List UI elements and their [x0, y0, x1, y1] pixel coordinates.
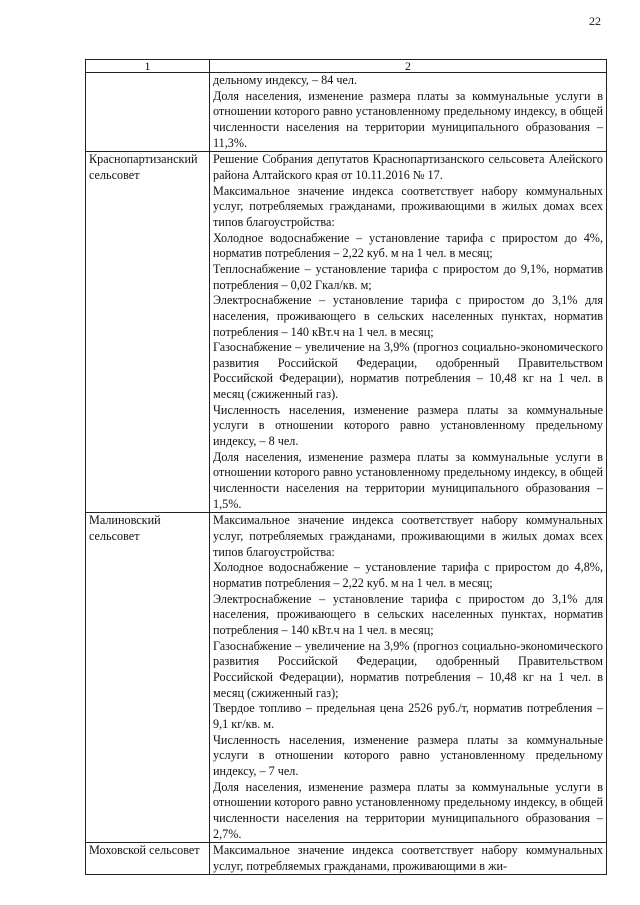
tariff-table	[85, 59, 607, 875]
description-paragraph: Холодное водоснабжение – установление тарифа с приростом до 4,8%, норматив потребления – 2,22 куб. м на 1 чел. в месяц;	[213, 560, 603, 590]
description-paragraph: дельному индексу, – 84 чел.	[213, 73, 358, 87]
table-header-row	[86, 60, 607, 73]
table-body	[86, 73, 607, 875]
municipality-name	[86, 73, 210, 152]
description-paragraph: Доля населения, изменение размера платы за коммунальные услуги в отношении которого равно установленному предельному индексу, в общей численности населения на территории муниципального образования – 2,7%.	[213, 779, 603, 841]
row-description	[210, 513, 607, 843]
description-paragraph: Электроснабжение – установление тарифа с приростом до 3,1% для населения, проживающего в сельских населенных пунктах, норматив потребления – 140 кВт.ч на 1 чел. в месяц;	[213, 591, 603, 637]
description-paragraph: Максимальное значение индекса соответствует набору коммунальных услуг, потребляемых гражданами, проживающими в жилых домах всех типов благоустройства:	[213, 513, 603, 559]
description-paragraph: Твердое топливо – предельная цена 2526 руб./т, норматив потребления – 9,1 кг/кв. м.	[213, 701, 603, 731]
description-paragraph: Теплоснабжение – установление тарифа с приростом до 9,1%, норматив потребления – 0,02 Гкал/кв. м;	[213, 261, 603, 292]
municipality-name: Малиновский сельсовет	[86, 513, 210, 843]
table-row	[86, 513, 607, 843]
description-paragraph: Решение Собрания депутатов Краснопартизанского сельсовета Алейского района Алтайского края от 10.11.2016 № 17.	[213, 152, 603, 182]
description-paragraph: Доля населения, изменение размера платы за коммунальные услуги в отношении которого равно установленному предельному индексу, в общей численности населения на территории муниципального образования – 11,3%.	[213, 88, 603, 150]
description-paragraph: Максимальное значение индекса соответствует набору коммунальных услуг, потребляемых гражданами, проживающими в жи-	[213, 843, 603, 873]
description-paragraph: Численность населения, изменение размера платы за коммунальные услуги в отношении которого равно установленному предельному индексу, – 8 чел.	[213, 402, 603, 449]
description-paragraph: Газоснабжение – увеличение на 3,9% (прогноз социально-экономического развития Российской Федерации, одобренный Правительством Российской Федерации), норматив потребления – 10,48 кг на 1 чел. в месяц (сжиженный газ);	[213, 638, 603, 700]
description-paragraph: Электроснабжение – установление тарифа с приростом до 3,1% для населения, проживающего в сельских населенных пунктах, норматив потребления – 140 кВт.ч на 1 чел. в месяц;	[213, 293, 603, 339]
description-paragraph: Холодное водоснабжение – установление тарифа с приростом до 4%, норматив потребления – 2,22 куб. м на 1 чел. в месяц;	[213, 230, 603, 261]
description-paragraph: Максимальное значение индекса соответствует набору коммунальных услуг, потребляемых гражданами, проживающими в жилых домах всех типов благоустройства:	[213, 183, 603, 229]
row-description	[210, 73, 607, 152]
column-header-2: 2	[210, 60, 607, 73]
description-paragraph: Численность населения, изменение размера платы за коммунальные услуги в отношении которого равно установленному предельному индексу, – 7 чел.	[213, 732, 603, 778]
column-header-1: 1	[86, 60, 210, 73]
page-number: 22	[589, 14, 601, 28]
municipality-name: Краснопартизанский сельсовет	[86, 152, 210, 513]
table-row	[86, 73, 607, 152]
row-description	[210, 152, 607, 513]
row-description	[210, 843, 607, 875]
description-paragraph: Доля населения, изменение размера платы за коммунальные услуги в отношении которого равно установленному предельному индексу, в общей численности населения на территории муниципального образования – 1,5%.	[213, 449, 603, 511]
table-row	[86, 843, 607, 875]
description-paragraph: Газоснабжение – увеличение на 3,9% (прогноз социально-экономического развития Российской Федерации, одобренный Правительством Российской Федерации), норматив потребления – 10,48 кг на 1 чел. в месяц (сжиженный газ).	[213, 340, 603, 402]
table-row	[86, 152, 607, 513]
municipality-name: Моховской сельсовет	[86, 843, 210, 875]
